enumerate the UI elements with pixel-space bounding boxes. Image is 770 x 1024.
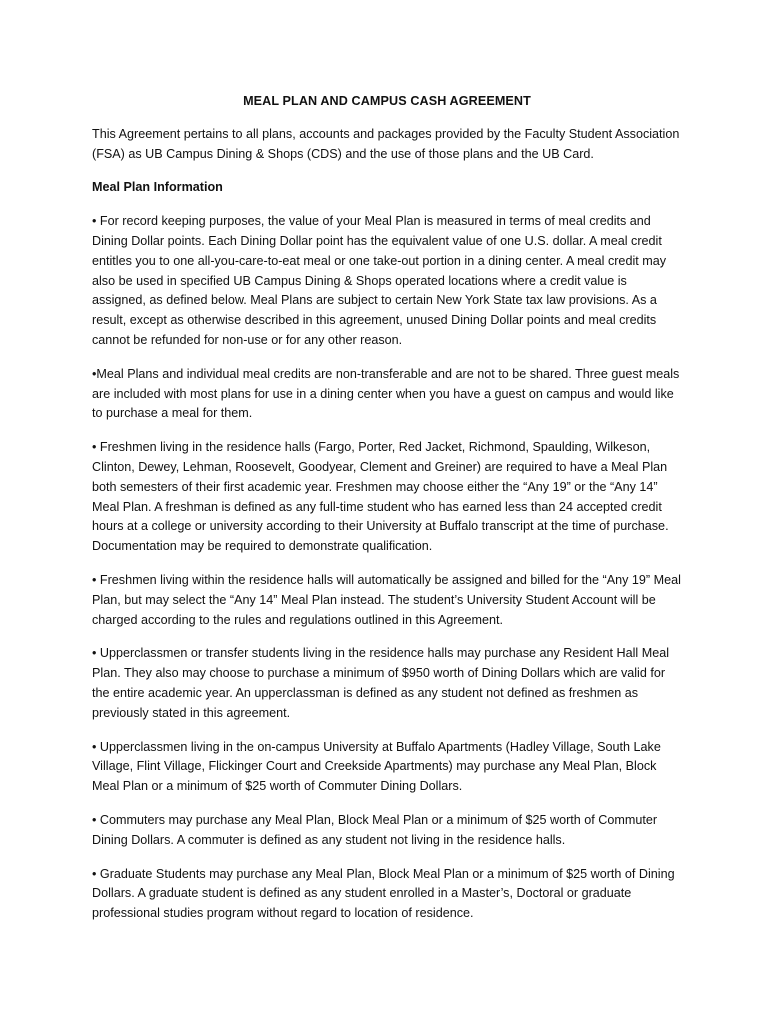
paragraph-freshmen-required: • Freshmen living in the residence halls (Fargo, Porter, Red Jacket, Richmond, Spaulding, Wilkeson, Clinton, Dewey, Lehman, Roosevelt, Goodyear, Clement and Greiner) are required to have a Meal Plan both semesters of their first academic year. Freshmen may choose either the “Any 19” or the “Any 14” Meal Plan. A freshman is defined as any full-time student who has earned less than 24 accepted credit hours at a college or university according to their University at Buffalo transcript at the time of purchase. Documentation may be required to demonstrate qualification.: [92, 440, 669, 554]
section-heading-meal-plan-information: Meal Plan Information: [92, 180, 223, 195]
paragraph-freshmen-assigned: • Freshmen living within the residence halls will automatically be assigned and billed for the “Any 19” Meal Plan, but may select the “Any 14” Meal Plan instead. The student’s University Student Account will be charged according to the rules and regulations outlined in this Agreement.: [92, 572, 681, 627]
paragraph-graduate-students: • Graduate Students may purchase any Meal Plan, Block Meal Plan or a minimum of $25 worth of Dining Dollars. A graduate student is defined as any student enrolled in a Master’s, Doctoral or graduate professional studies program without regard to location of residence.: [92, 866, 675, 921]
paragraph-record-keeping: • For record keeping purposes, the value of your Meal Plan is measured in terms of meal credits and Dining Dollar points. Each Dining Dollar point has the equivalent value of one U.S. dollar. A meal credit entitles you to one all-you-care-to-eat meal or one take-out portion in a dining center. A meal credit may also be used in specified UB Campus Dining & Shops operated locations where a credit value is assigned, as defined below. Meal Plans are subject to certain New York State tax law provisions. As a result, except as otherwise described in this agreement, unused Dining Dollar points and meal credits cannot be refunded for non-use or for any other reason.: [92, 214, 667, 347]
paragraph-commuters: • Commuters may purchase any Meal Plan, Block Meal Plan or a minimum of $25 worth of Commuter Dining Dollars. A commuter is defined as any student not living in the residence halls.: [92, 812, 658, 847]
paragraph-upperclassmen-residence: • Upperclassmen or transfer students living in the residence halls may purchase any Resident Hall Meal Plan. They also may choose to purchase a minimum of $950 worth of Dining Dollars which are valid for the entire academic year. An upperclassman is defined as any student not defined as freshmen as previously stated in this agreement.: [92, 646, 670, 720]
paragraph-non-transferable: •Meal Plans and individual meal credits are non-transferable and are not to be shared. Three guest meals are included with most plans for use in a dining center when you have a guest on campus and would like to purchase a meal for them.: [92, 366, 680, 421]
paragraph-upperclassmen-apartments: • Upperclassmen living in the on-campus University at Buffalo Apartments (Hadley Village, South Lake Village, Flint Village, Flickinger Court and Creekside Apartments) may purchase any Meal Plan, Block Meal Plan or a minimum of $25 worth of Commuter Dining Dollars.: [92, 739, 661, 794]
document-page: [92, 92, 682, 938]
intro-paragraph: This Agreement pertains to all plans, accounts and packages provided by the Faculty Student Association (FSA) as UB Campus Dining & Shops (CDS) and the use of those plans and the UB Card.: [92, 126, 680, 161]
document-title: MEAL PLAN AND CAMPUS CASH AGREEMENT: [243, 94, 531, 108]
